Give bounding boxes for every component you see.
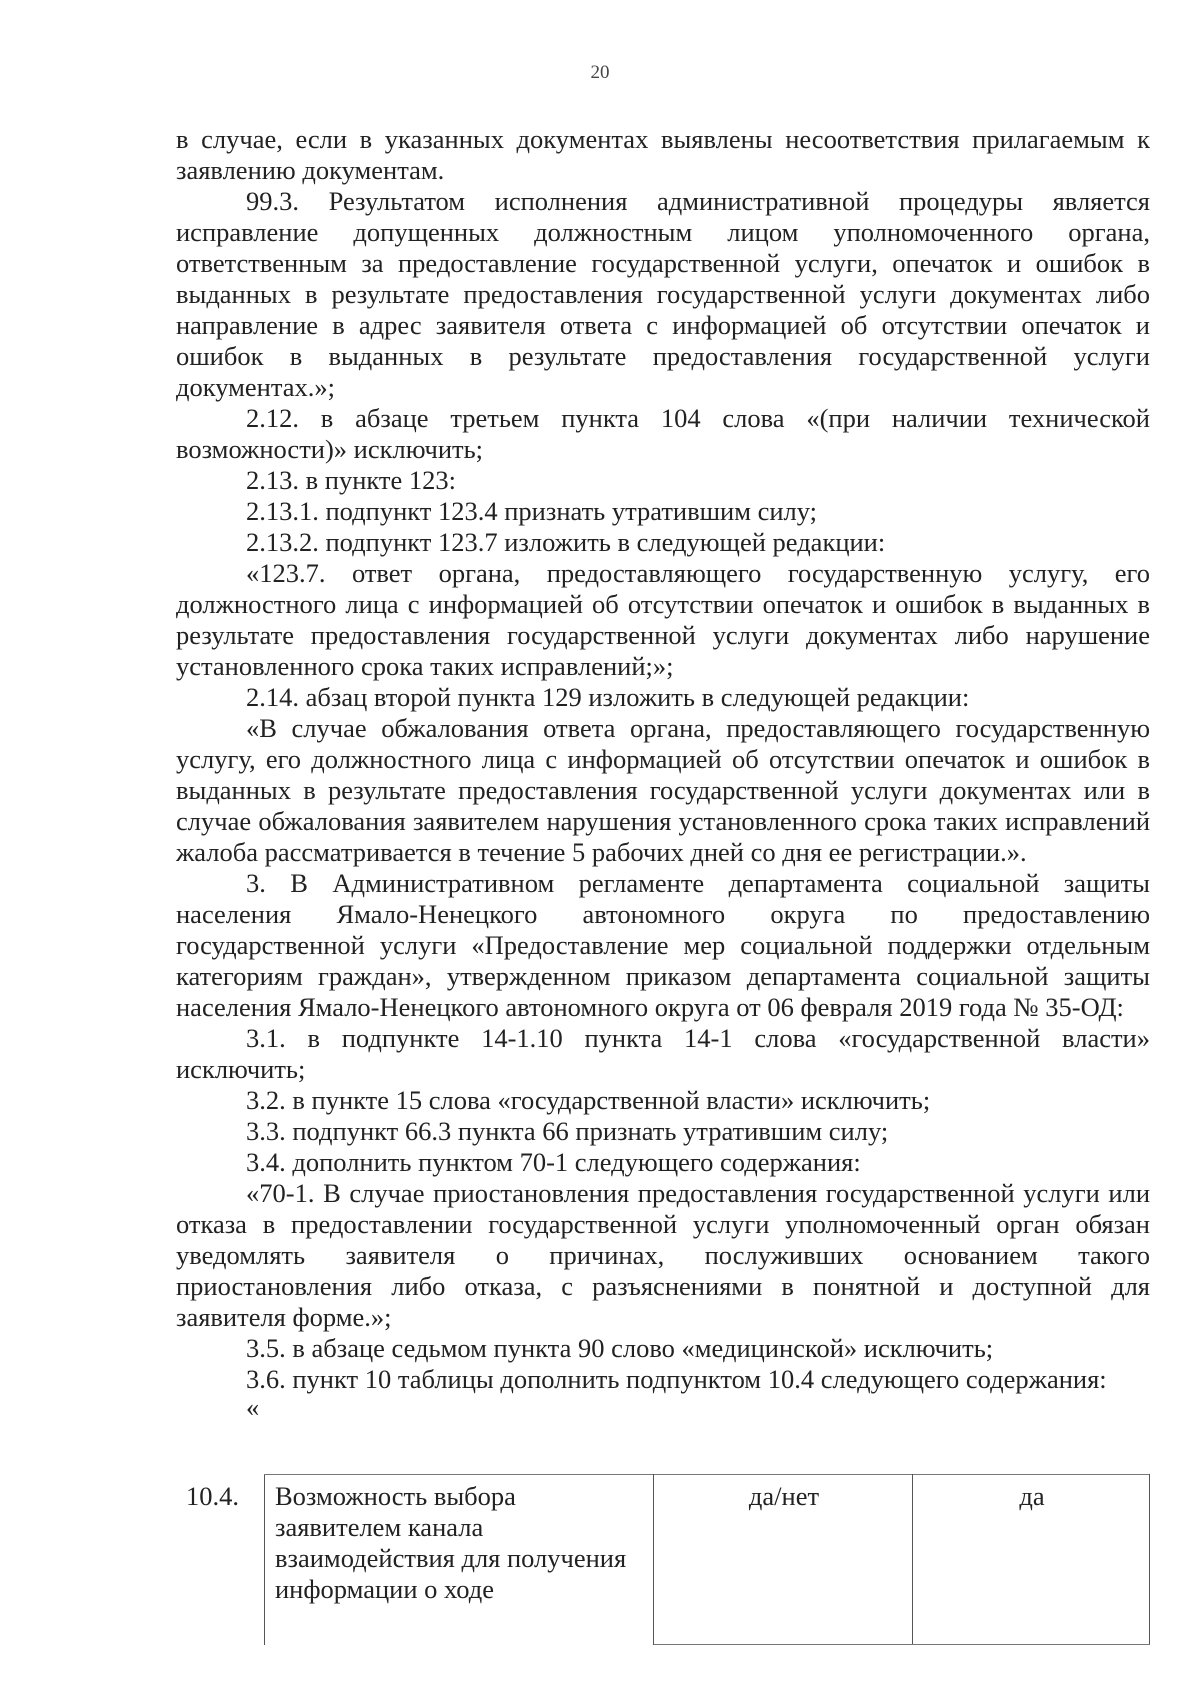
- paragraph: 3.4. дополнить пунктом 70-1 следующего содержания:: [246, 1147, 861, 1177]
- paragraph: 3. В Административном регламенте департамента социальной защиты населения Ямало-Ненецкого автономного округа по предоставлению государственной услуги «Предоставление мер социальной поддержки отдельным категориям граждан», утвержденном приказом департамента социальной защиты населения Ямало-Ненецкого автономного округа от 06 февраля 2019 года № 35-ОД:: [176, 868, 1150, 1022]
- paragraph: 2.14. абзац второй пункта 129 изложить в следующей редакции:: [246, 682, 970, 712]
- paragraph: «В случае обжалования ответа органа, предоставляющего государственную услугу, его должностного лица с информацией об отсутствии опечаток и ошибок в выданных в результате предоставления государственной услуги документах или в случае обжалования заявителем нарушения установленного срока таких исправлений жалоба рассматривается в течение 5 рабочих дней со дня ее регистрации.».: [176, 713, 1150, 867]
- paragraph: 3.5. в абзаце седьмом пункта 90 слово «медицинской» исключить;: [246, 1333, 994, 1363]
- table-cell-value: да: [913, 1475, 1150, 1645]
- paragraph: 2.12. в абзаце третьем пункта 104 слова «(при наличии технической возможности)» исключить;: [176, 403, 1150, 464]
- paragraph: 2.13. в пункте 123:: [246, 465, 456, 495]
- paragraph: в случае, если в указанных документах выявлены несоответствия прилагаемым к заявлению документам.: [176, 124, 1150, 185]
- paragraph: 3.6. пункт 10 таблицы дополнить подпунктом 10.4 следующего содержания:: [246, 1364, 1107, 1394]
- paragraph: 2.13.2. подпункт 123.7 изложить в следующей редакции:: [246, 527, 886, 557]
- table-row: [176, 1475, 1150, 1645]
- table-cell-unit: да/нет: [654, 1475, 913, 1645]
- paragraph: 3.3. подпункт 66.3 пункта 66 признать утратившим силу;: [246, 1116, 889, 1146]
- paragraph: 3.2. в пункте 15 слова «государственной власти» исключить;: [246, 1085, 931, 1115]
- table-cell-number: 10.4.: [186, 1480, 239, 1511]
- paragraph: «70-1. В случае приостановления предоставления государственной услуги или отказа в предоставлении государственной услуги уполномоченный орган обязан уведомлять заявителя о причинах, послуживших основанием такого приостановления либо отказа, с разъяснениями в понятной и доступной для заявителя форме.»;: [176, 1178, 1150, 1332]
- table-cell-name: Возможность выбора заявителем канала взаимодействия для получения информации о ходе: [265, 1475, 654, 1645]
- paragraph: 99.3. Результатом исполнения административной процедуры является исправление допущенных должностным лицом уполномоченного органа, ответственным за предоставление государственной услуги, опечаток и ошибок в выданных в результате предоставления государственной услуги документах либо направление в адрес заявителя ответа с информацией об отсутствии опечаток и ошибок в выданных в результате предоставления государственной услуги документах.»;: [176, 186, 1150, 402]
- amendment-table: [176, 1474, 1150, 1645]
- document-body: [176, 124, 1150, 1423]
- paragraph: 3.1. в подпункте 14-1.10 пункта 14-1 слова «государственной власти» исключить;: [176, 1023, 1150, 1084]
- opening-quote-mark: «: [246, 1392, 260, 1422]
- paragraph: «123.7. ответ органа, предоставляющего государственную услугу, его должностного лица с информацией об отсутствии опечаток и ошибок в выданных в результате предоставления государственной услуги документах либо нарушение установленного срока таких исправлений;»;: [176, 558, 1150, 681]
- paragraph: 2.13.1. подпункт 123.4 признать утратившим силу;: [246, 496, 818, 526]
- page-number: 20: [590, 62, 610, 83]
